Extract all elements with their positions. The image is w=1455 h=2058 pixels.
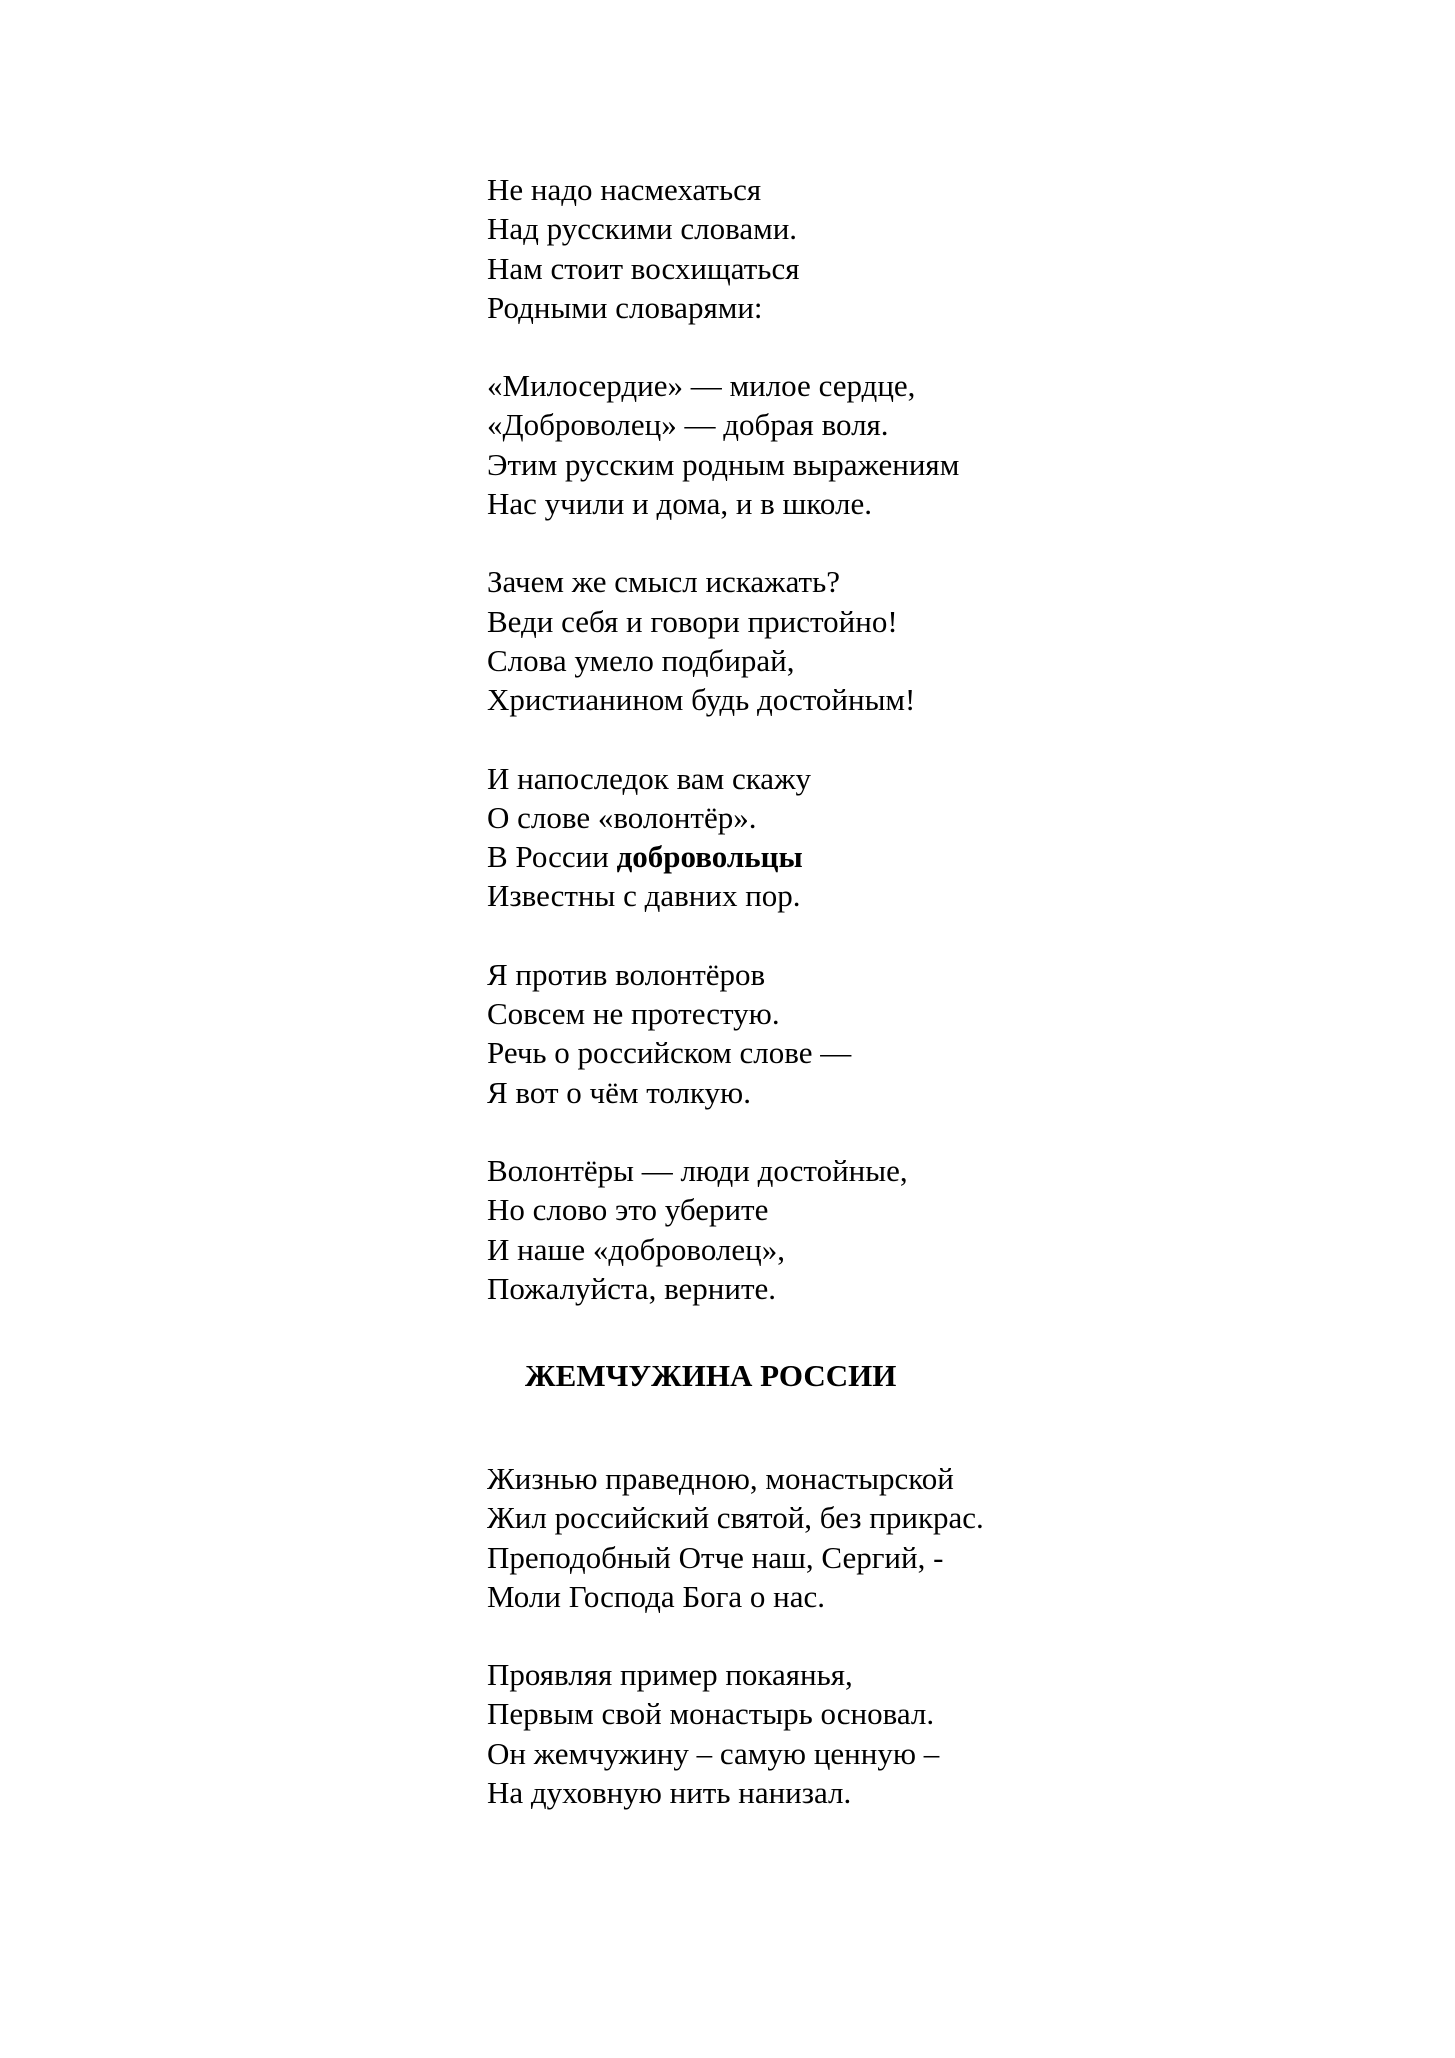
poem-line: Я против волонтёров <box>487 956 766 992</box>
poem-title: ЖЕМЧУЖИНА РОССИИ <box>525 1358 897 1393</box>
poem-line: Жил российский святой, без прикрас. <box>487 1500 984 1536</box>
poem-volunteer <box>487 170 1387 1347</box>
poem-line: Христианином будь достойным! <box>487 682 916 718</box>
poem-line: Волонтёры — люди достойные, <box>487 1152 908 1188</box>
poem-line: Слова умело подбирай, <box>487 642 795 678</box>
poem-line: Известны с давних пор. <box>487 878 801 914</box>
poem-line: Веди себя и говори пристойно! <box>487 603 898 639</box>
poem-line: Речь о российском слове — <box>487 1035 852 1071</box>
stanza-2 <box>487 1655 1387 1812</box>
stanza-2 <box>487 366 1387 523</box>
poem-line-with-bold <box>487 837 1387 876</box>
poem-line: Нас учили и дома, и в школе. <box>487 486 872 522</box>
poem-line: Но слово это уберите <box>487 1192 769 1228</box>
stanza-6 <box>487 1151 1387 1308</box>
poem-line: Над русскими словами. <box>487 211 798 247</box>
stanza-1 <box>487 1459 1387 1616</box>
poem-line: На духовную нить нанизал. <box>487 1775 852 1811</box>
poem-line: «Доброволец» — добрая воля. <box>487 407 889 443</box>
poem-line: Совсем не протестую. <box>487 996 780 1032</box>
poem-line: «Милосердие» — милое сердце, <box>487 368 916 404</box>
poem-line: Зачем же смысл искажать? <box>487 564 840 600</box>
poem-line: И напоследок вам скажу <box>487 760 811 796</box>
bold-word: добровольцы <box>616 839 803 875</box>
poem-line: Он жемчужину – самую ценную – <box>487 1735 940 1771</box>
poem-line: Нам стоит восхищаться <box>487 250 800 286</box>
poem-line: Жизнью праведною, монастырской <box>487 1461 954 1496</box>
poem-line: О слове «волонтёр». <box>487 799 757 835</box>
line-prefix: В России <box>487 839 617 875</box>
poem-line: Первым свой монастырь основал. <box>487 1696 935 1732</box>
poem-line: Пожалуйста, верните. <box>487 1270 777 1306</box>
poem-line: Я вот о чём толкую. <box>487 1074 751 1110</box>
stanza-1 <box>487 170 1387 327</box>
poem-line: И наше «доброволец», <box>487 1231 785 1267</box>
stanza-4 <box>487 759 1387 916</box>
stanza-5 <box>487 955 1387 1112</box>
poem-line: Проявляя пример покаянья, <box>487 1657 853 1693</box>
poem-line: Не надо насмехаться <box>487 172 762 207</box>
poem-line: Родными словарями: <box>487 289 763 325</box>
poem-pearl-of-russia <box>487 1459 1387 1851</box>
poem-line: Моли Господа Бога о нас. <box>487 1578 826 1614</box>
poem-line: Преподобный Отче наш, Сергий, - <box>487 1539 944 1575</box>
stanza-3 <box>487 562 1387 719</box>
poem-line: Этим русским родным выражениям <box>487 446 960 482</box>
